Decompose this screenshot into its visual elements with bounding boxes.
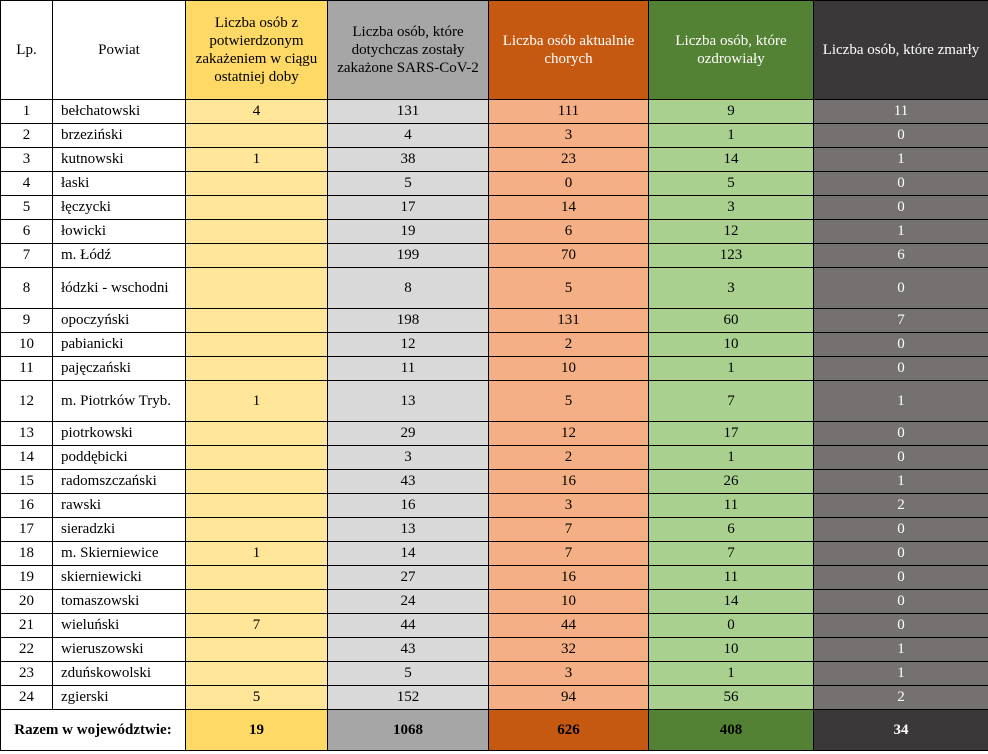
cell-new-cases: 4 — [186, 100, 328, 124]
cell-powiat: m. Łódź — [53, 244, 186, 268]
cell-lp: 8 — [1, 268, 53, 309]
cell-new-cases — [186, 446, 328, 470]
cell-lp: 9 — [1, 309, 53, 333]
table-row — [1, 381, 988, 422]
cell-deaths: 0 — [814, 566, 988, 590]
cell-lp: 13 — [1, 422, 53, 446]
cell-total-cases: 198 — [328, 309, 489, 333]
cell-recovered: 3 — [649, 196, 814, 220]
table-row — [1, 590, 988, 614]
cell-lp: 18 — [1, 542, 53, 566]
cell-active: 131 — [489, 309, 649, 333]
cell-recovered: 56 — [649, 686, 814, 710]
cell-active: 7 — [489, 542, 649, 566]
cell-new-cases: 5 — [186, 686, 328, 710]
cell-new-cases — [186, 638, 328, 662]
cell-lp: 11 — [1, 357, 53, 381]
cell-active: 32 — [489, 638, 649, 662]
cell-total-cases: 3 — [328, 446, 489, 470]
cell-total-cases: 27 — [328, 566, 489, 590]
cell-powiat: m. Skierniewice — [53, 542, 186, 566]
header-recovered: Liczba osób, które ozdrowiały — [649, 1, 814, 100]
table-row — [1, 662, 988, 686]
cell-total-cases: 152 — [328, 686, 489, 710]
cell-recovered: 1 — [649, 124, 814, 148]
table-row — [1, 148, 988, 172]
cell-deaths: 1 — [814, 470, 988, 494]
cell-lp: 20 — [1, 590, 53, 614]
cell-total-cases: 8 — [328, 268, 489, 309]
cell-new-cases — [186, 566, 328, 590]
cell-deaths: 2 — [814, 686, 988, 710]
cell-recovered: 10 — [649, 638, 814, 662]
cell-powiat: opoczyński — [53, 309, 186, 333]
cell-total-cases: 131 — [328, 100, 489, 124]
cell-recovered: 60 — [649, 309, 814, 333]
cell-active: 2 — [489, 333, 649, 357]
header-lp: Lp. — [1, 1, 53, 100]
cell-active: 6 — [489, 220, 649, 244]
cell-recovered: 7 — [649, 542, 814, 566]
cell-total-cases: 16 — [328, 494, 489, 518]
cell-active: 3 — [489, 494, 649, 518]
table-row — [1, 638, 988, 662]
cell-powiat: pabianicki — [53, 333, 186, 357]
cell-recovered: 1 — [649, 446, 814, 470]
cell-lp: 17 — [1, 518, 53, 542]
cell-powiat: rawski — [53, 494, 186, 518]
cell-recovered: 17 — [649, 422, 814, 446]
cell-active: 70 — [489, 244, 649, 268]
cell-total-cases: 13 — [328, 518, 489, 542]
cell-powiat: piotrkowski — [53, 422, 186, 446]
cell-total-cases: 17 — [328, 196, 489, 220]
cell-lp: 22 — [1, 638, 53, 662]
cell-deaths: 0 — [814, 196, 988, 220]
cell-new-cases — [186, 268, 328, 309]
cell-powiat: łęczycki — [53, 196, 186, 220]
table-row — [1, 357, 988, 381]
header-active: Liczba osób aktualnie chorych — [489, 1, 649, 100]
cell-powiat: zduńskowolski — [53, 662, 186, 686]
cell-new-cases — [186, 662, 328, 686]
cell-new-cases — [186, 494, 328, 518]
cell-lp: 10 — [1, 333, 53, 357]
cell-lp: 2 — [1, 124, 53, 148]
table-row — [1, 422, 988, 446]
cell-new-cases: 1 — [186, 148, 328, 172]
cell-recovered: 0 — [649, 614, 814, 638]
header-powiat: Powiat — [53, 1, 186, 100]
cell-powiat: tomaszowski — [53, 590, 186, 614]
cell-deaths: 0 — [814, 124, 988, 148]
table-row — [1, 220, 988, 244]
cell-deaths: 0 — [814, 172, 988, 196]
cell-new-cases — [186, 309, 328, 333]
cell-recovered: 26 — [649, 470, 814, 494]
cell-powiat: zgierski — [53, 686, 186, 710]
cell-active: 111 — [489, 100, 649, 124]
table-row — [1, 494, 988, 518]
cell-deaths: 0 — [814, 422, 988, 446]
cell-deaths: 0 — [814, 614, 988, 638]
cell-powiat: sieradzki — [53, 518, 186, 542]
cell-new-cases — [186, 590, 328, 614]
cell-total-cases: 38 — [328, 148, 489, 172]
header-new-cases: Liczba osób z potwierdzonym zakażeniem w ciągu ostatniej doby — [186, 1, 328, 100]
table-row — [1, 268, 988, 309]
cell-lp: 3 — [1, 148, 53, 172]
total-deaths: 34 — [814, 710, 988, 751]
table-row — [1, 518, 988, 542]
table-row — [1, 172, 988, 196]
cell-total-cases: 14 — [328, 542, 489, 566]
table-row — [1, 244, 988, 268]
cell-active: 16 — [489, 566, 649, 590]
cell-deaths: 7 — [814, 309, 988, 333]
table-row — [1, 686, 988, 710]
cell-recovered: 11 — [649, 566, 814, 590]
cell-lp: 15 — [1, 470, 53, 494]
header-row — [1, 1, 988, 100]
cell-new-cases — [186, 422, 328, 446]
table-row — [1, 309, 988, 333]
cell-powiat: skierniewicki — [53, 566, 186, 590]
cell-active: 10 — [489, 590, 649, 614]
cell-new-cases — [186, 124, 328, 148]
cell-recovered: 10 — [649, 333, 814, 357]
cell-total-cases: 43 — [328, 470, 489, 494]
total-recovered: 408 — [649, 710, 814, 751]
cell-active: 7 — [489, 518, 649, 542]
cell-active: 44 — [489, 614, 649, 638]
table-row — [1, 470, 988, 494]
cell-lp: 7 — [1, 244, 53, 268]
cell-lp: 16 — [1, 494, 53, 518]
cell-recovered: 3 — [649, 268, 814, 309]
cell-recovered: 12 — [649, 220, 814, 244]
cell-new-cases — [186, 220, 328, 244]
cell-powiat: bełchatowski — [53, 100, 186, 124]
cell-new-cases: 7 — [186, 614, 328, 638]
table-row — [1, 614, 988, 638]
cell-powiat: łaski — [53, 172, 186, 196]
cell-total-cases: 11 — [328, 357, 489, 381]
cell-deaths: 0 — [814, 333, 988, 357]
cell-active: 94 — [489, 686, 649, 710]
cell-deaths: 0 — [814, 268, 988, 309]
cell-total-cases: 13 — [328, 381, 489, 422]
cell-deaths: 0 — [814, 518, 988, 542]
cell-lp: 4 — [1, 172, 53, 196]
cell-recovered: 14 — [649, 590, 814, 614]
cell-new-cases — [186, 244, 328, 268]
cell-deaths: 0 — [814, 542, 988, 566]
cell-deaths: 1 — [814, 220, 988, 244]
cell-active: 5 — [489, 268, 649, 309]
cell-active: 14 — [489, 196, 649, 220]
cell-lp: 5 — [1, 196, 53, 220]
cell-recovered: 14 — [649, 148, 814, 172]
cell-deaths: 6 — [814, 244, 988, 268]
table-row — [1, 446, 988, 470]
table-row — [1, 542, 988, 566]
cell-recovered: 5 — [649, 172, 814, 196]
table-body — [1, 100, 988, 710]
total-active: 626 — [489, 710, 649, 751]
cell-deaths: 0 — [814, 357, 988, 381]
cell-deaths: 1 — [814, 638, 988, 662]
cell-lp: 23 — [1, 662, 53, 686]
cell-powiat: wieruszowski — [53, 638, 186, 662]
cell-new-cases — [186, 172, 328, 196]
total-total-cases: 1068 — [328, 710, 489, 751]
cell-deaths: 0 — [814, 590, 988, 614]
cell-powiat: m. Piotrków Tryb. — [53, 381, 186, 422]
cell-powiat: wieluński — [53, 614, 186, 638]
table-row — [1, 100, 988, 124]
cell-lp: 1 — [1, 100, 53, 124]
cell-new-cases — [186, 333, 328, 357]
cell-new-cases: 1 — [186, 381, 328, 422]
cell-total-cases: 19 — [328, 220, 489, 244]
cell-powiat: radomszczański — [53, 470, 186, 494]
cell-total-cases: 5 — [328, 172, 489, 196]
cell-powiat: brzeziński — [53, 124, 186, 148]
cell-new-cases — [186, 357, 328, 381]
cell-total-cases: 5 — [328, 662, 489, 686]
cell-new-cases — [186, 518, 328, 542]
cell-active: 16 — [489, 470, 649, 494]
cell-deaths: 2 — [814, 494, 988, 518]
cell-powiat: łódzki - wschodni — [53, 268, 186, 309]
cell-recovered: 6 — [649, 518, 814, 542]
table-row — [1, 566, 988, 590]
cell-total-cases: 29 — [328, 422, 489, 446]
cell-total-cases: 12 — [328, 333, 489, 357]
cell-new-cases — [186, 196, 328, 220]
cell-lp: 19 — [1, 566, 53, 590]
cell-active: 23 — [489, 148, 649, 172]
cell-lp: 21 — [1, 614, 53, 638]
cell-lp: 12 — [1, 381, 53, 422]
table-row — [1, 333, 988, 357]
cell-powiat: pajęczański — [53, 357, 186, 381]
cell-total-cases: 199 — [328, 244, 489, 268]
cell-recovered: 7 — [649, 381, 814, 422]
header-deaths: Liczba osób, które zmarły — [814, 1, 988, 100]
cell-total-cases: 4 — [328, 124, 489, 148]
cell-recovered: 1 — [649, 662, 814, 686]
cell-active: 2 — [489, 446, 649, 470]
cell-deaths: 1 — [814, 662, 988, 686]
table-row — [1, 124, 988, 148]
cell-deaths: 11 — [814, 100, 988, 124]
cell-active: 5 — [489, 381, 649, 422]
cell-total-cases: 44 — [328, 614, 489, 638]
cell-lp: 24 — [1, 686, 53, 710]
cell-recovered: 1 — [649, 357, 814, 381]
cell-deaths: 0 — [814, 446, 988, 470]
cell-powiat: poddębicki — [53, 446, 186, 470]
cell-active: 0 — [489, 172, 649, 196]
cell-powiat: łowicki — [53, 220, 186, 244]
header-total-cases: Liczba osób, które dotychczas zostały zakażone SARS-CoV-2 — [328, 1, 489, 100]
total-new-cases: 19 — [186, 710, 328, 751]
cell-active: 12 — [489, 422, 649, 446]
cell-new-cases: 1 — [186, 542, 328, 566]
cell-new-cases — [186, 470, 328, 494]
total-label: Razem w województwie: — [1, 710, 186, 751]
cell-active: 3 — [489, 662, 649, 686]
cell-deaths: 1 — [814, 148, 988, 172]
cell-recovered: 11 — [649, 494, 814, 518]
cell-deaths: 1 — [814, 381, 988, 422]
cell-lp: 14 — [1, 446, 53, 470]
cell-active: 3 — [489, 124, 649, 148]
cell-recovered: 123 — [649, 244, 814, 268]
cell-lp: 6 — [1, 220, 53, 244]
table-row — [1, 196, 988, 220]
cell-total-cases: 43 — [328, 638, 489, 662]
cell-recovered: 9 — [649, 100, 814, 124]
total-row — [1, 710, 988, 751]
cell-total-cases: 24 — [328, 590, 489, 614]
cell-powiat: kutnowski — [53, 148, 186, 172]
cell-active: 10 — [489, 357, 649, 381]
